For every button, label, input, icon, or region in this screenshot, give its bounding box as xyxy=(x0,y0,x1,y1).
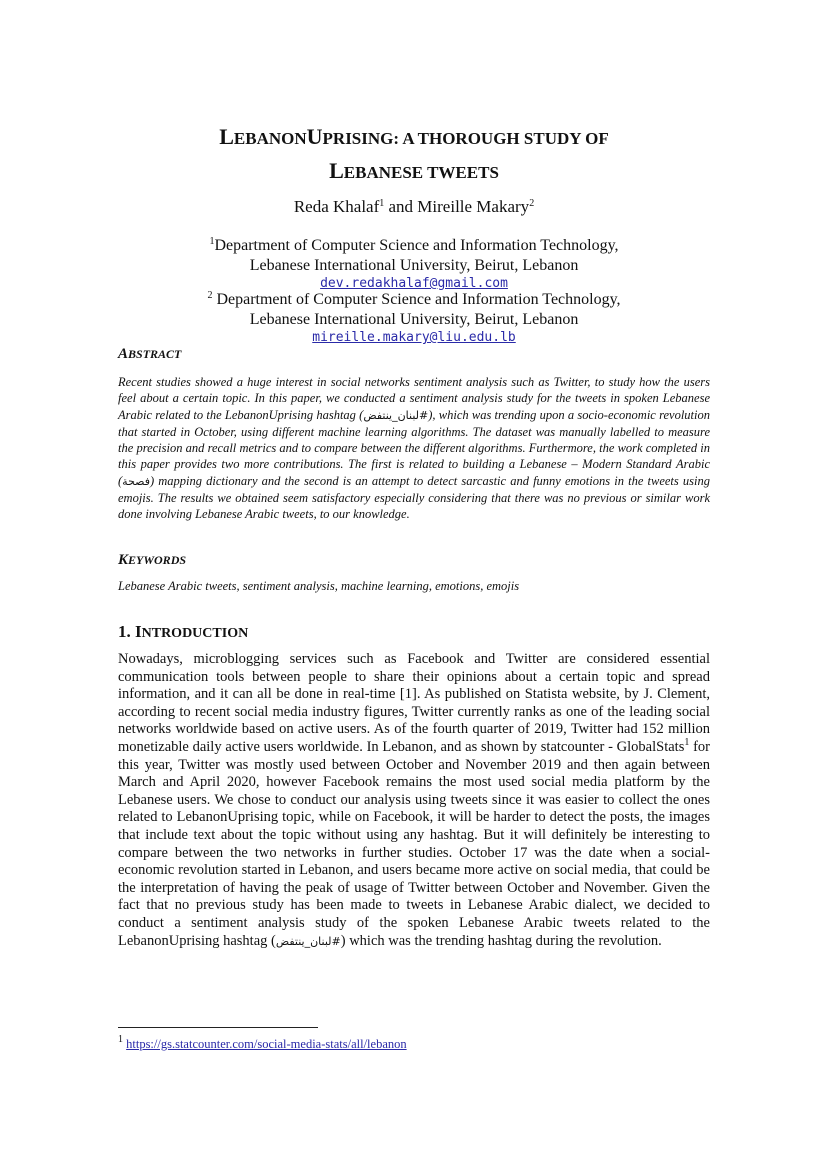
email-link[interactable]: dev.redakhalaf@gmail.com xyxy=(320,276,508,291)
arabic-hashtag: #لبنان_ينتفض xyxy=(363,408,429,422)
title-line-1 xyxy=(118,121,710,155)
affiliation-sup: 1 xyxy=(209,236,215,247)
affiliation-sup: 2 xyxy=(207,290,213,301)
author-sup: 1 xyxy=(379,198,385,209)
heading-text: EYWORDS xyxy=(128,553,187,567)
paper-title xyxy=(118,121,710,189)
affiliation-dept-text: Department of Computer Science and Information Technology, xyxy=(214,237,619,254)
heading-text: BSTRACT xyxy=(128,347,182,361)
title-text: L xyxy=(329,158,344,183)
abstract-body xyxy=(118,374,710,523)
abstract-text: ), which was trending upon a socio-economic revolution that started in October, using different machine learning algorithms. The dataset was manually labelled to measure the precision and recall metrics and to compare between the different algorithms. Furthermore, the work completed in this paper provides two more contributions. The first is related to building a Lebanese – Modern Standard Arabic ( xyxy=(118,407,710,488)
keywords-text: Lebanese Arabic tweets, sentiment analysis, machine learning, emotions, emojis xyxy=(118,579,520,593)
title-text: U xyxy=(306,124,323,149)
affiliation-univ: Lebanese International University, Beirut, Lebanon xyxy=(249,257,579,274)
footnote-ref[interactable]: 1 xyxy=(684,736,690,748)
author-conj: and xyxy=(384,197,418,216)
title-text: EBANESE TWEETS xyxy=(343,163,499,182)
intro-text: Nowadays, microblogging services such as Facebook and Twitter are considered essential communication tools between people to share their opinions about a certain topic and spread information, and it can all be done in real-time [1]. As published on Statista website, by J. Clement, according to recent social media industry figures, Twitter currently ranks as one of the leading social networks worldwide based on active users. As of the fourth quarter of 2019, Twitter had 152 million monetizable daily active users worldwide. In Lebanon, and as shown by statcounter - GlobalStats xyxy=(118,651,710,755)
title-line-2 xyxy=(118,155,710,189)
intro-text: ) which was the trending hashtag during the revolution. xyxy=(340,932,662,949)
keywords-heading xyxy=(118,552,186,569)
abstract-text: Recent studies showed a huge interest in social networks sentiment analysis such as Twitter, to study how the users feel about a certain topic. In this paper, we conducted a sentiment analysis study for the tweets in spoken Lebanese Arabic related to the LebanonUprising hashtag ( xyxy=(118,375,710,422)
abstract-text: ) mapping dictionary and the second is an attempt to detect sarcastic and funny emotions in the tweets using emojis. The results we obtained seem satisfactory especially considering that there was no previous or similar work done involving Lebanese Arabic tweets, to our knowledge. xyxy=(118,473,710,522)
author-sup: 2 xyxy=(529,198,535,209)
footnote-divider xyxy=(118,1027,318,1028)
introduction-body xyxy=(118,651,710,950)
arabic-hashtag: #لبنان_ينتفض xyxy=(275,934,341,948)
title-text: PRISING xyxy=(322,129,394,148)
affiliation-dept-text: Department of Computer Science and Information Technology, xyxy=(212,291,621,308)
footnote-number: 1 xyxy=(118,1034,123,1045)
intro-text: for this year, Twitter was mostly used between October and November 2019 and then again between March and April 2020, however Facebook remains the most used social media platform by the Lebanese users. We chose to conduct our analysis using tweets since it was easier to collect the ones related to LebanonUprising topic, while on Facebook, it will be harder to detect the posts, the images that include text about the topic without using any hashtag. But it will definitely be interesting to compare between the two networks in further studies. October 17 was the date when a social-economic revolution started in Lebanon, and users became more active on social media, that could be the interpretation of having the peak of usage of Twitter between October and November. Given the fact that no previous study has been made to tweets in Lebanese Arabic dialect, we decided to conduct a sentiment analysis study of the spoken Lebanese Arabic tweets related to the LebanonUprising hashtag ( xyxy=(118,738,710,949)
footnote xyxy=(118,1034,407,1052)
heading-text: A xyxy=(118,346,129,362)
title-text: EBANON xyxy=(233,129,307,148)
arabic-word: فصحة xyxy=(122,474,150,488)
affiliation-dept xyxy=(118,290,710,310)
heading-text: K xyxy=(118,552,129,568)
authors xyxy=(118,197,710,217)
affiliation-1 xyxy=(118,236,710,292)
abstract-heading xyxy=(118,346,181,363)
heading-text: 1. I xyxy=(118,622,142,641)
introduction-heading xyxy=(118,622,248,642)
affiliation-2 xyxy=(118,290,710,346)
author-name: Reda Khalaf xyxy=(293,197,380,216)
footnote-link[interactable]: https://gs.statcounter.com/social-media-stats/all/lebanon xyxy=(126,1037,407,1051)
affiliation-dept xyxy=(118,236,710,256)
title-text: : A THOROUGH STUDY OF xyxy=(393,129,609,148)
email-link[interactable]: mireille.makary@liu.edu.lb xyxy=(312,330,516,345)
heading-text: NTRODUCTION xyxy=(141,626,249,641)
author-name: Mireille Makary xyxy=(417,197,530,216)
title-text: L xyxy=(219,124,234,149)
affiliation-univ: Lebanese International University, Beirut, Lebanon xyxy=(249,311,579,328)
